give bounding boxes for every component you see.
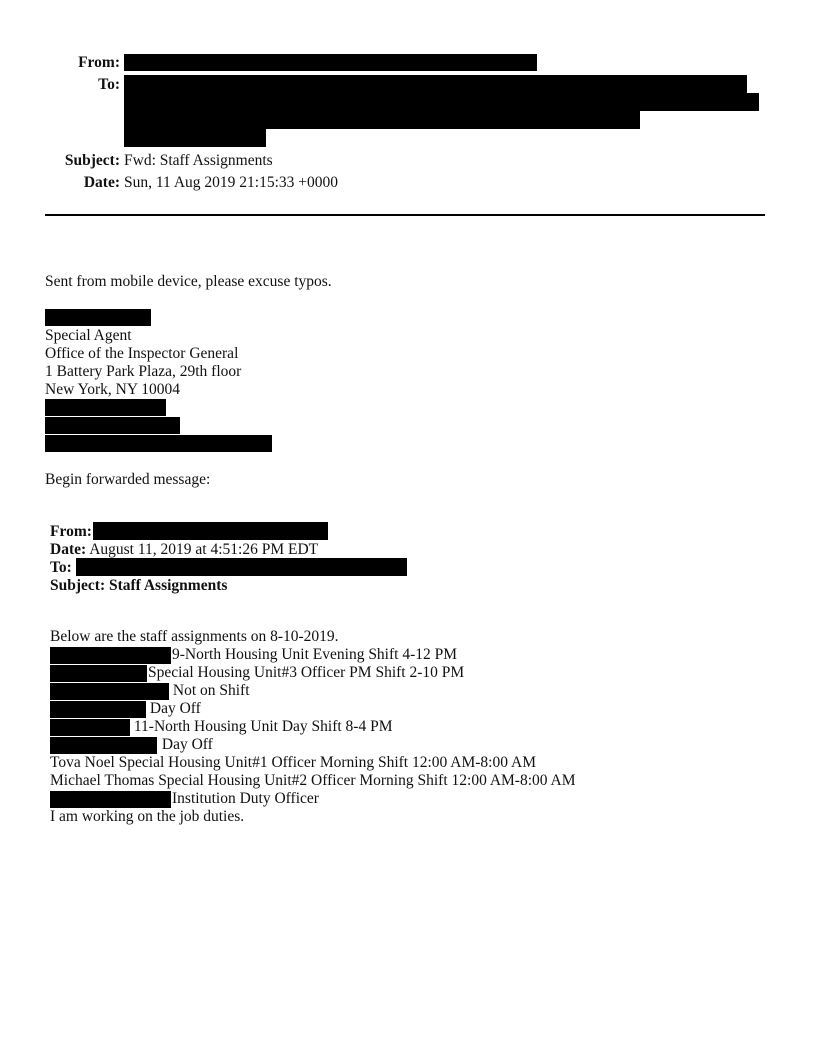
signature-office: Office of the Inspector General [45,345,239,362]
fwd-from-label: From: [50,523,92,540]
redacted-staff-name [50,737,157,754]
subject-value: Fwd: Staff Assignments [124,152,273,169]
assignments-intro: Below are the staff assignments on 8-10-2019. [50,628,339,645]
redacted-signature-line-1 [45,399,166,416]
redacted-staff-name [50,647,171,664]
redacted-signature-line-3 [45,435,272,452]
redacted-fwd-from [93,522,328,540]
assignment-item: 11-North Housing Unit Day Shift 8-4 PM [130,718,393,735]
assignment-item: 9-North Housing Unit Evening Shift 4-12 PM [172,646,458,663]
subject-label: Subject: [64,152,120,169]
mobile-note: Sent from mobile device, please excuse typos. [45,273,332,290]
fwd-date-line [50,541,318,559]
signature-address-2: New York, NY 10004 [45,381,181,398]
redacted-staff-name [50,791,171,808]
header-divider [45,214,765,216]
closing-line: I am working on the job duties. [50,808,245,825]
fwd-subject-value: Staff Assignments [108,577,228,594]
forward-intro: Begin forwarded message: [45,471,211,488]
assignment-item: Institution Duty Officer [172,790,319,807]
assignment-item: Day Off [146,700,201,717]
to-label: To: [98,76,120,93]
date-value: Sun, 11 Aug 2019 21:15:33 +0000 [124,174,338,191]
signature-address-1: 1 Battery Park Plaza, 29th floor [45,363,242,380]
redacted-fwd-to [76,558,407,576]
from-label: From: [78,54,120,71]
assignment-item: Special Housing Unit#3 Officer PM Shift 2-10 PM [148,664,465,681]
redacted-to-line-3 [124,111,640,129]
fwd-subject-label: Subject: [50,577,106,594]
assignment-item: Not on Shift [169,682,250,699]
date-label: Date: [83,174,120,191]
redacted-to-line-4 [124,129,266,147]
redacted-from [124,54,537,71]
fwd-subject-line [50,577,227,595]
redacted-signature-line-2 [45,417,180,434]
redacted-to-line-2 [124,93,759,111]
redacted-staff-name [50,701,146,718]
fwd-to-label: To: [50,559,72,576]
redacted-staff-name [50,719,130,736]
assignment-item: Michael Thomas Special Housing Unit#2 Officer Morning Shift 12:00 AM-8:00 AM [50,772,576,789]
redacted-to-line-1 [124,75,747,93]
assignment-item: Tova Noel Special Housing Unit#1 Officer Morning Shift 12:00 AM-8:00 AM [50,754,536,771]
signature-title: Special Agent [45,327,132,344]
redacted-staff-name [50,665,147,682]
fwd-date-value: August 11, 2019 at 4:51:26 PM EDT [89,541,319,558]
redacted-staff-name [50,683,169,700]
redacted-signature-name [45,309,151,326]
assignment-item: Day Off [158,736,213,753]
fwd-date-label: Date: [50,541,87,558]
